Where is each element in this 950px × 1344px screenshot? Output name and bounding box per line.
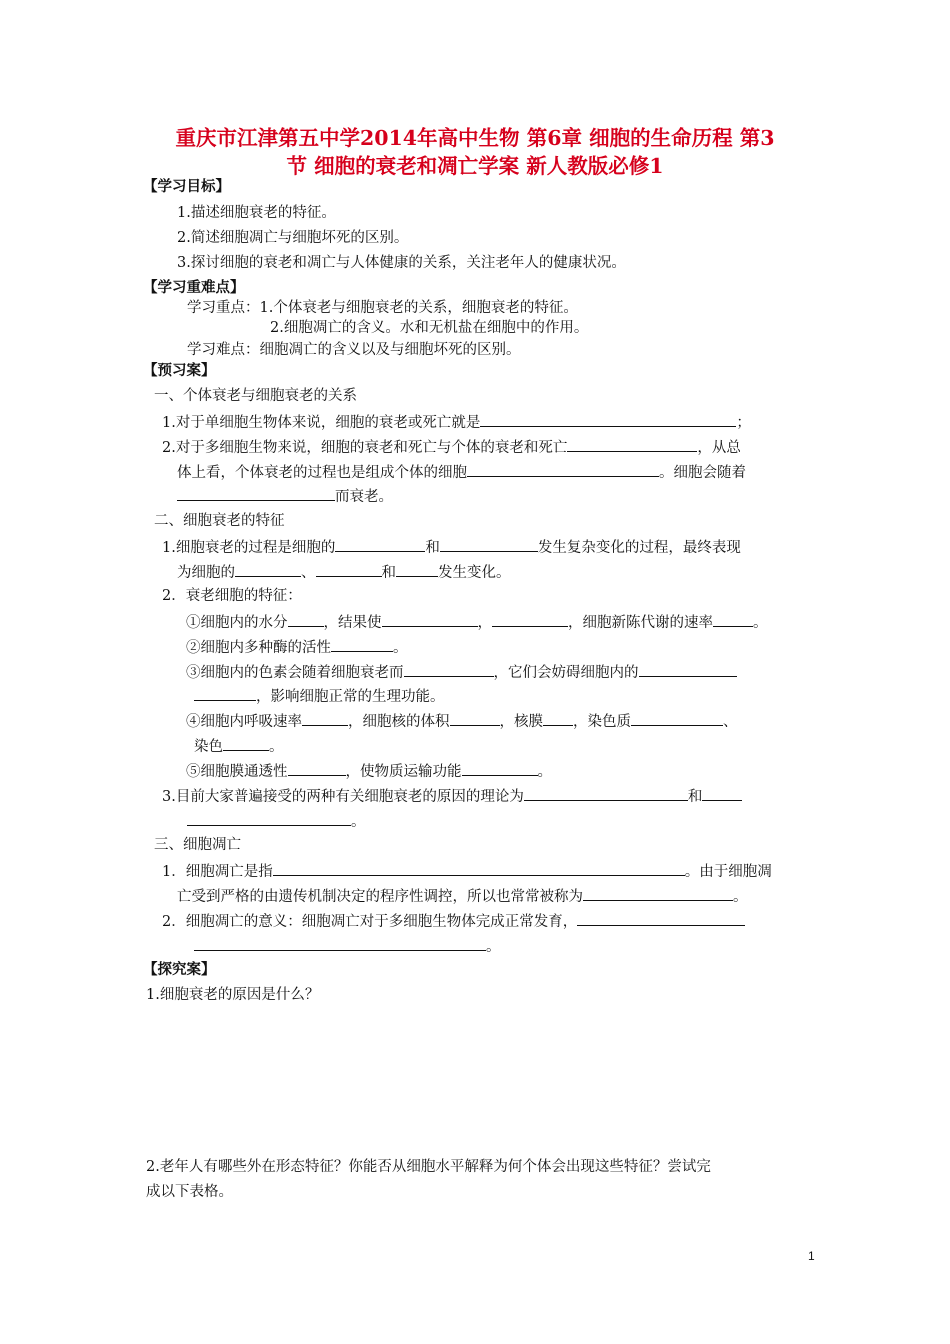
sec3-question-2-cont: 。 (194, 935, 501, 957)
objectives-heading: 【学习目标】 (143, 178, 230, 195)
answer-blank[interactable] (302, 710, 348, 726)
section-1-title: 一、个体衰老与细胞衰老的关系 (154, 388, 357, 404)
answer-blank[interactable] (331, 636, 393, 652)
section-3-title: 三、细胞凋亡 (154, 837, 241, 853)
answer-blank[interactable] (702, 785, 742, 801)
focus-item-2: 2.细胞凋亡的含义。水和无机盐在细胞中的作用。 (270, 320, 589, 336)
answer-blank[interactable] (639, 661, 737, 677)
answer-blank[interactable] (194, 935, 486, 951)
answer-blank[interactable] (396, 561, 438, 577)
difficulty-label: 学习难点： (187, 342, 260, 358)
answer-blank[interactable] (713, 611, 753, 627)
feature-3-cont: ，影响细胞正常的生理功能。 (194, 685, 445, 707)
answer-blank[interactable] (194, 685, 256, 701)
answer-blank[interactable] (577, 910, 745, 926)
answer-blank[interactable] (316, 561, 382, 577)
focus-item-1: 1.个体衰老与细胞衰老的关系，细胞衰老的特征。 (259, 300, 578, 316)
focus-line-1 (187, 298, 578, 318)
feature-1: ①细胞内的水分 ，结果使 ， ，细胞新陈代谢的速率 。 (186, 611, 768, 633)
answer-blank[interactable] (467, 461, 659, 477)
answer-blank[interactable] (543, 710, 573, 726)
sec2-question-1-cont: 为细胞的 、 和 发生变化。 (177, 561, 511, 583)
answer-blank[interactable] (567, 436, 697, 452)
doc-title-line2: 节 细胞的衰老和凋亡学案 新人教版必修1 (286, 154, 664, 178)
explore-question-1: 1.细胞衰老的原因是什么？ (146, 987, 320, 1003)
answer-blank[interactable] (583, 885, 733, 901)
answer-blank[interactable] (480, 411, 736, 427)
doc-title-line1: 重庆市江津第五中学2014年高中生物 第6章 细胞的生命历程 第3 (175, 126, 775, 150)
feature-5: ⑤细胞膜通透性 ，使物质运输功能 。 (186, 760, 552, 782)
difficulty-line (187, 340, 521, 360)
sec2-question-1: 1.细胞衰老的过程是细胞的 和 发生复杂变化的过程，最终表现 (162, 536, 741, 558)
answer-blank[interactable] (440, 536, 538, 552)
feature-2: ②细胞内多种酶的活性 。 (186, 636, 408, 658)
explore-heading: 【探究案】 (143, 961, 216, 978)
preview-heading: 【预习案】 (143, 362, 216, 379)
feature-4: ④细胞内呼吸速率 ，细胞核的体积 ，核膜 ，染色质 、 (186, 710, 738, 732)
answer-blank[interactable] (177, 485, 335, 501)
sec1-question-2-cont: 体上看，个体衰老的过程也是组成个体的细胞 。细胞会随着 (177, 461, 746, 483)
section-2-title: 二、细胞衰老的特征 (154, 513, 285, 529)
answer-blank[interactable] (382, 611, 478, 627)
sec2-question-3-cont: 。 (187, 810, 366, 832)
objective-item-3: 3.探讨细胞的衰老和凋亡与人体健康的关系，关注老年人的健康状况。 (177, 255, 626, 271)
page-number: 1 (808, 1249, 815, 1263)
answer-blank[interactable] (273, 860, 685, 876)
answer-blank[interactable] (492, 611, 568, 627)
sec3-question-1-cont: 亡受到严格的由遗传机制决定的程序性调控，所以也常常被称为 。 (177, 885, 748, 907)
sec1-question-1: 1.对于单细胞生物体来说，细胞的衰老或死亡就是 ； (162, 411, 751, 433)
answer-blank[interactable] (335, 536, 425, 552)
answer-blank[interactable] (404, 661, 494, 677)
explore-question-2-cont: 成以下表格。 (146, 1184, 233, 1200)
objective-item-1: 1.描述细胞衰老的特征。 (177, 205, 336, 221)
answer-blank[interactable] (187, 810, 351, 826)
explore-question-2: 2.老年人有哪些外在形态特征？你能否从细胞水平解释为何个体会出现这些特征？尝试完 (146, 1159, 711, 1175)
sec1-question-2-end: 而衰老。 (177, 485, 393, 507)
answer-blank[interactable] (450, 710, 500, 726)
sec2-question-3: 3.目前大家普遍接受的两种有关细胞衰老的原因的理论为 和 (162, 785, 742, 807)
focus-label: 学习重点： (187, 300, 260, 316)
answer-blank[interactable] (288, 611, 324, 627)
objective-item-2: 2.简述细胞凋亡与细胞坏死的区别。 (177, 230, 409, 246)
sec1-question-2: 2.对于多细胞生物来说，细胞的衰老和死亡与个体的衰老和死亡 ，从总 (162, 436, 741, 458)
feature-3: ③细胞内的色素会随着细胞衰老而 ，它们会妨碍细胞内的 (186, 661, 737, 683)
sec2-question-2: 2．衰老细胞的特征： (162, 588, 302, 604)
sec3-question-1: 1．细胞凋亡是指 。由于细胞凋 (162, 860, 772, 882)
keypoints-heading: 【学习重难点】 (143, 279, 245, 296)
answer-blank[interactable] (288, 760, 346, 776)
difficulty-text: 细胞凋亡的含义以及与细胞坏死的区别。 (259, 342, 521, 358)
feature-4-cont: 染色 。 (194, 735, 284, 757)
answer-blank[interactable] (631, 710, 723, 726)
sec3-question-2: 2．细胞凋亡的意义：细胞凋亡对于多细胞生物体完成正常发育， (162, 910, 745, 932)
answer-blank[interactable] (524, 785, 688, 801)
answer-blank[interactable] (235, 561, 301, 577)
answer-blank[interactable] (462, 760, 538, 776)
answer-blank[interactable] (223, 735, 269, 751)
